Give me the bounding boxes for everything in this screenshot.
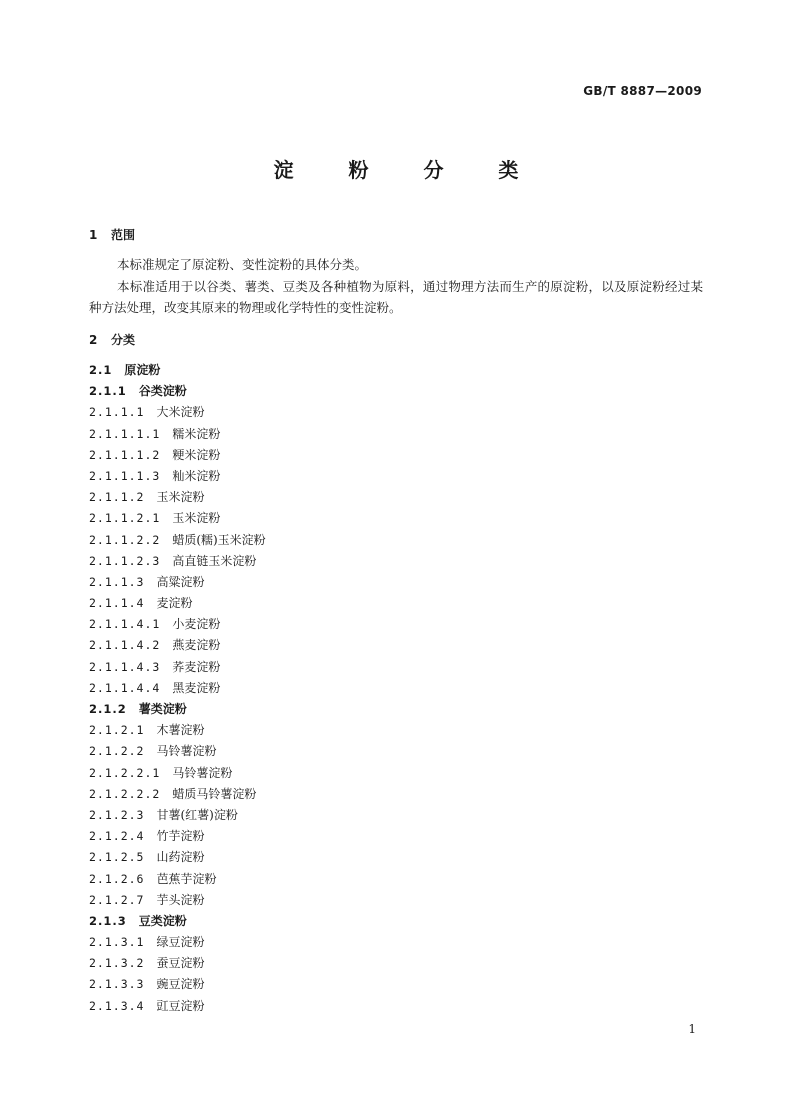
classification-item — [89, 763, 266, 784]
classification-item — [89, 869, 266, 890]
item-number: 2.1.1.4.4 — [89, 680, 161, 695]
section-title: 范围 — [111, 228, 136, 242]
classification-item — [89, 932, 266, 953]
section-heading-classification — [89, 331, 135, 348]
item-number: 2.1.2.2.2 — [89, 786, 161, 801]
item-name: 燕麦淀粉 — [172, 638, 221, 653]
item-name: 芭蕉芋淀粉 — [156, 871, 217, 886]
item-number: 2.1.2.2 — [89, 744, 145, 759]
classification-item — [89, 572, 266, 593]
item-name: 高粱淀粉 — [156, 574, 205, 589]
item-number: 2.1.1.1.1 — [89, 426, 161, 441]
item-number: 2.1.1.4.2 — [89, 638, 161, 653]
item-name: 大米淀粉 — [156, 405, 205, 420]
classification-item — [89, 614, 266, 635]
item-name: 绿豆淀粉 — [156, 935, 205, 950]
section-heading-scope — [89, 226, 135, 243]
scope-paragraph-2: 本标准适用于以谷类、薯类、豆类及各种植物为原料，通过物理方法而生产的原淀粉，以及原淀粉经过某种方法处理，改变其原来的物理或化学特性的变性淀粉。 — [89, 279, 703, 315]
item-name: 薯类淀粉 — [138, 702, 187, 716]
classification-item — [89, 953, 266, 974]
item-name: 粳米淀粉 — [172, 447, 221, 462]
item-number: 2.1.2.5 — [89, 850, 145, 865]
classification-item — [89, 487, 266, 508]
classification-item — [89, 381, 266, 402]
classification-item — [89, 445, 266, 466]
item-name: 糯米淀粉 — [172, 426, 221, 441]
item-number: 2.1.3.2 — [89, 956, 145, 971]
item-name: 高直链玉米淀粉 — [172, 553, 257, 568]
classification-item — [89, 996, 266, 1017]
classification-item — [89, 784, 266, 805]
item-name: 蚕豆淀粉 — [156, 956, 205, 971]
item-name: 马铃薯淀粉 — [156, 744, 217, 759]
item-number: 2.1.1.4.3 — [89, 659, 161, 674]
scope-paragraph-1: 本标准规定了原淀粉、变性淀粉的具体分类。 — [117, 257, 368, 272]
item-name: 小麦淀粉 — [172, 617, 221, 632]
classification-item — [89, 974, 266, 995]
item-name: 豌豆淀粉 — [156, 977, 205, 992]
classification-item — [89, 360, 266, 381]
item-name: 豇豆淀粉 — [156, 998, 205, 1013]
item-name: 甘薯(红薯)淀粉 — [156, 807, 238, 822]
item-name: 竹芋淀粉 — [156, 829, 205, 844]
item-number: 2.1.1.1 — [89, 405, 145, 420]
section-number: 2 — [89, 333, 98, 347]
item-number: 2.1.2.7 — [89, 892, 145, 907]
classification-item — [89, 890, 266, 911]
item-name: 木薯淀粉 — [156, 723, 205, 738]
classification-item — [89, 551, 266, 572]
item-number: 2.1.3.3 — [89, 977, 145, 992]
item-name: 荞麦淀粉 — [172, 659, 221, 674]
item-number: 2.1.2 — [89, 702, 127, 716]
item-number: 2.1.3.1 — [89, 935, 145, 950]
item-name: 玉米淀粉 — [156, 490, 205, 505]
item-number: 2.1.1.2.2 — [89, 532, 161, 547]
page-number: 1 — [688, 1022, 696, 1036]
item-number: 2.1.1.2.3 — [89, 553, 161, 568]
item-number: 2.1.2.6 — [89, 871, 145, 886]
item-name: 玉米淀粉 — [172, 511, 221, 526]
item-number: 2.1.3.4 — [89, 998, 145, 1013]
standard-code: GB/T 8887—2009 — [583, 84, 702, 98]
classification-item — [89, 826, 266, 847]
classification-item — [89, 635, 266, 656]
classification-item — [89, 678, 266, 699]
item-number: 2.1.1.4.1 — [89, 617, 161, 632]
item-number: 2.1.1.3 — [89, 574, 145, 589]
item-name: 蜡质(糯)玉米淀粉 — [172, 532, 266, 547]
item-number: 2.1.1.4 — [89, 596, 145, 611]
classification-item — [89, 466, 266, 487]
item-number: 2.1.1.2 — [89, 490, 145, 505]
item-name: 芋头淀粉 — [156, 892, 205, 907]
item-number: 2.1 — [89, 363, 113, 377]
classification-item — [89, 805, 266, 826]
item-number: 2.1.2.2.1 — [89, 765, 161, 780]
item-number: 2.1.2.3 — [89, 807, 145, 822]
item-number: 2.1.2.4 — [89, 829, 145, 844]
classification-item — [89, 699, 266, 720]
classification-item — [89, 593, 266, 614]
item-name: 蜡质马铃薯淀粉 — [172, 786, 257, 801]
item-name: 马铃薯淀粉 — [172, 765, 233, 780]
classification-item — [89, 720, 266, 741]
item-number: 2.1.1.2.1 — [89, 511, 161, 526]
item-name: 山药淀粉 — [156, 850, 205, 865]
item-name: 籼米淀粉 — [172, 468, 221, 483]
classification-list — [89, 360, 266, 1017]
item-number: 2.1.1.1.2 — [89, 447, 161, 462]
classification-item — [89, 402, 266, 423]
item-number: 2.1.1 — [89, 384, 127, 399]
item-name: 黑麦淀粉 — [172, 680, 221, 695]
classification-item — [89, 741, 266, 762]
classification-item — [89, 847, 266, 868]
item-number: 2.1.3 — [89, 913, 127, 928]
classification-item — [89, 530, 266, 551]
classification-item — [89, 657, 266, 678]
classification-item — [89, 911, 266, 932]
section-title: 分类 — [111, 333, 136, 347]
item-name: 麦淀粉 — [156, 596, 193, 611]
classification-item — [89, 424, 266, 445]
document-title: 淀 粉 分 类 — [273, 158, 543, 182]
item-number: 2.1.1.1.3 — [89, 468, 161, 483]
item-name: 原淀粉 — [124, 363, 161, 377]
section-number: 1 — [89, 228, 98, 242]
item-number: 2.1.2.1 — [89, 723, 145, 738]
item-name: 谷类淀粉 — [138, 384, 187, 399]
item-name: 豆类淀粉 — [138, 913, 187, 928]
classification-item — [89, 508, 266, 529]
